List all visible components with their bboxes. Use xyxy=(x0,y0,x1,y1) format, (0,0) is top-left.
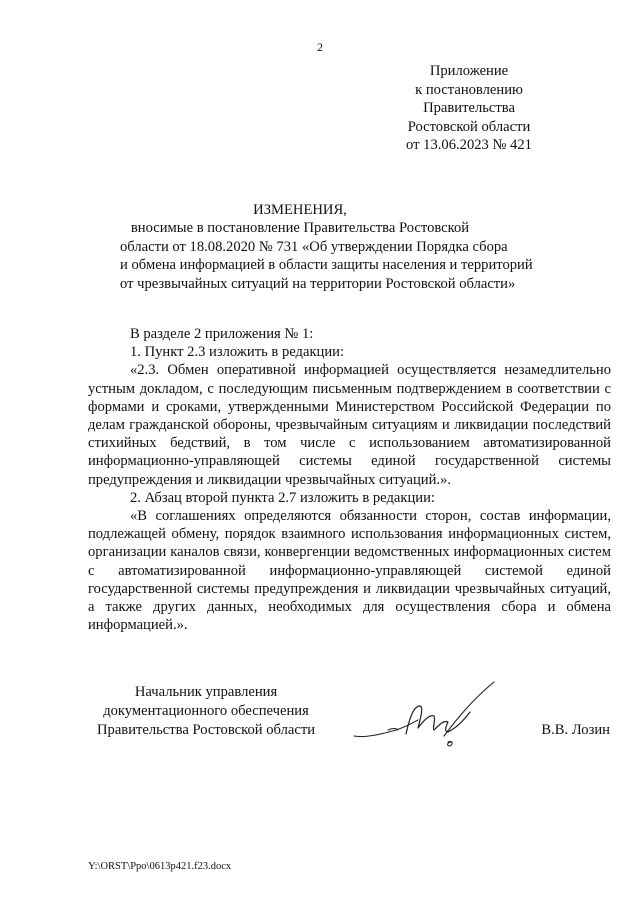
signatory-position xyxy=(88,683,324,740)
body-paragraph: «2.3. Обмен оперативной информацией осуществляется незамедлительно устным докладом, с последующим письменным подтверждением в соответствии с формами и сроками, утвержденными Министерством Российской Федерации по делам гражданской обороны, чрезвычайным ситуациям и ликвидации последствий стихийных бедствий, в том числе с использованием автоматизированной информационно-управляющей системы единой государственной системы предупреждения и ликвидации чрезвычайных ситуаций.». xyxy=(88,362,611,488)
annex-line: Приложение xyxy=(429,63,509,79)
title-subtitle-line: области от 18.08.2020 № 731 «Об утверждении Порядка сбора xyxy=(120,238,508,255)
signature-stroke xyxy=(406,706,470,734)
signatory-position-line: Правительства Ростовской области xyxy=(96,722,316,738)
signatory-position-line: Начальник управления xyxy=(134,684,278,700)
title-heading: ИЗМЕНЕНИЯ, xyxy=(253,202,347,218)
body-paragraph: В разделе 2 приложения № 1: xyxy=(130,326,314,342)
title-subtitle-line: от чрезвычайных ситуаций на территории Ростовской области» xyxy=(120,275,516,292)
title-subtitle-line: и обмена информацией в области защиты населения и территорий xyxy=(120,257,533,274)
annex-header xyxy=(359,62,579,155)
handwritten-signature xyxy=(348,676,498,754)
signature-stroke xyxy=(444,682,494,736)
document-title xyxy=(120,201,533,293)
file-path-footer: Y:\ORST\Ppo\0613p421.f23.docx xyxy=(88,861,232,872)
annex-line: от 13.06.2023 № 421 xyxy=(406,137,532,154)
body-paragraph: 2. Абзац второй пункта 2.7 изложить в редакции: xyxy=(130,489,435,506)
document-body xyxy=(88,325,611,634)
annex-line: к постановлению xyxy=(415,81,523,98)
signatory-name: В.В. Лозин xyxy=(541,722,610,738)
body-paragraph: 1. Пункт 2.3 изложить в редакции: xyxy=(130,344,345,361)
title-subtitle-line: вносимые в постановление Правительства Ростовской xyxy=(130,220,470,237)
signatory-position-line: документационного обеспечения xyxy=(103,703,309,719)
annex-line: Ростовской области xyxy=(407,118,531,135)
page-number: 2 xyxy=(317,40,323,54)
annex-line: Правительства xyxy=(423,100,515,117)
body-paragraph: «В соглашениях определяются обязанности сторон, состав информации, подлежащей обмену, порядок взаимного использования информационных систем, организации каналов связи, конвергенции ведомственных информационных систем с автоматизированной информационно-управляющей системой единой государственной системы предупреждения и ликвидации чрезвычайных ситуаций, а также других данных, необходимых для осуществления сбора и обмена информацией.». xyxy=(88,508,611,634)
signature-stroke xyxy=(448,741,453,746)
